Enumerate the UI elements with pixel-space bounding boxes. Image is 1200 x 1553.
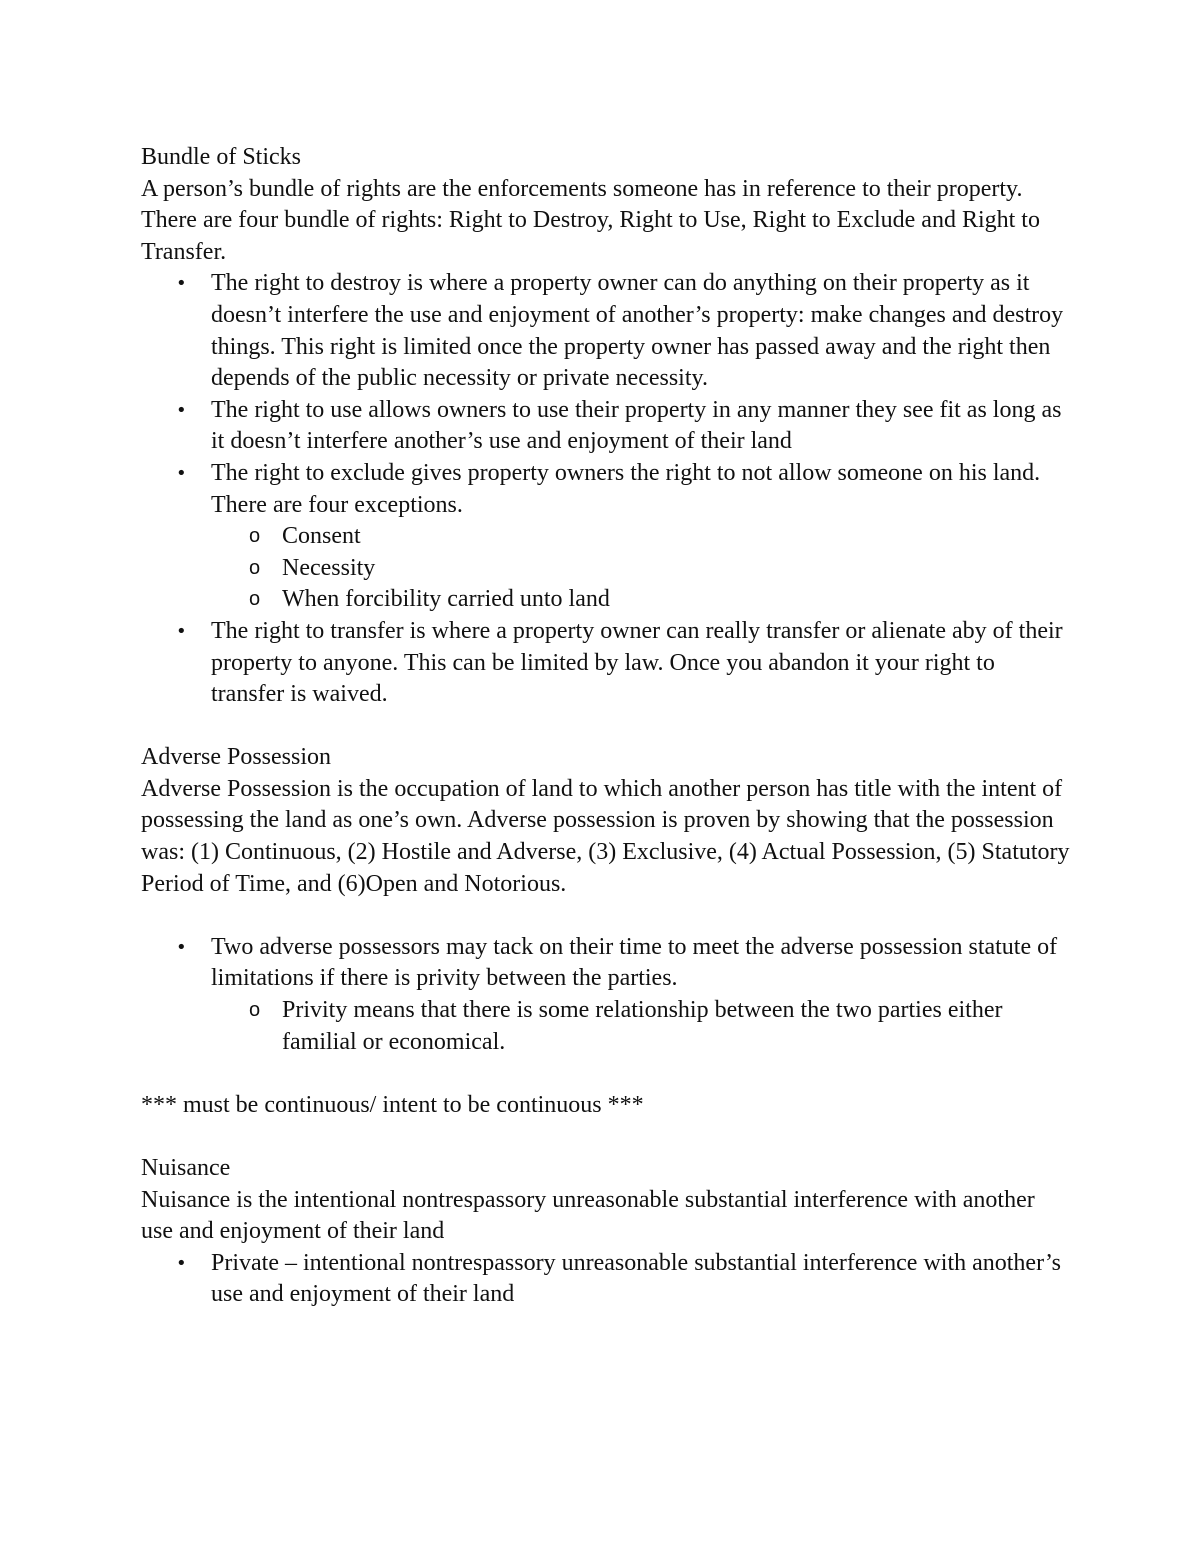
paragraph-nuisance-intro: Nuisance is the intentional nontrespassory unreasonable substantial interference with another use and enjoyment of their land [141, 1186, 1035, 1245]
list-item-right-to-use [141, 395, 1071, 458]
nuisance-list [141, 1248, 1071, 1311]
paragraph-adverse-intro: Adverse Possession is the occupation of land to which another person has title with the intent of possessing the land as one’s own. Adverse possession is proven by showing that the possession was: (1) Continuous, (2) Hostile and Adverse, (3) Exclusive, (4) Actual Possession, (5) Statutory Period of Time, and (6)Open and Notorious. [141, 775, 1070, 897]
sub-list-item-privity [141, 995, 1071, 1058]
bullet-icon: • [176, 936, 187, 958]
list-item-right-to-transfer [141, 616, 1071, 711]
note-continuous: *** must be continuous/ intent to be continuous *** [141, 1091, 644, 1118]
heading-adverse-possession: Adverse Possession [141, 744, 331, 771]
list-item-right-to-exclude [141, 458, 1071, 616]
sub-bullet-icon: o [249, 588, 261, 611]
document-page [141, 142, 1071, 1311]
privity-list [211, 995, 1071, 1058]
heading-bundle-of-sticks: Bundle of Sticks [141, 144, 301, 170]
sub-bullet-icon: o [249, 999, 261, 1022]
adverse-list [141, 932, 1071, 1058]
blank-line [141, 711, 1071, 743]
bundle-rights-list [141, 268, 1071, 710]
sub-list-item-text: When forcibility carried unto land [282, 586, 610, 613]
sub-bullet-icon: o [249, 556, 261, 579]
bullet-icon: • [176, 399, 187, 421]
list-item-text: The right to destroy is where a property owner can do anything on their property as it doesn’t interfere the use and enjoyment of another’s property: make changes and destroy things. This right is limited once the property owner has passed away and the right then depends of the public necessity or private necessity. [211, 270, 1064, 392]
paragraph-bundle-intro: A person’s bundle of rights are the enforcements someone has in reference to their property. There are four bundle of rights: Right to Destroy, Right to Use, Right to Exclude and Right to Transfer. [141, 175, 1040, 265]
sub-list-item-text: Privity means that there is some relationship between the two parties either familial or economical. [282, 997, 1003, 1055]
list-item-text: The right to exclude gives property owners the right to not allow someone on his land. There are four exceptions. [211, 459, 1041, 518]
sub-list-item-text: Necessity [282, 554, 376, 581]
bullet-icon: • [176, 462, 187, 484]
sub-list-item-necessity [141, 553, 1071, 585]
list-item-right-to-destroy [141, 268, 1071, 394]
list-item-private-nuisance [141, 1248, 1071, 1311]
sub-list-item-text: Consent [282, 523, 361, 550]
exclude-exceptions-list [211, 521, 1071, 616]
sub-list-item-forcibility [141, 584, 1071, 616]
bullet-icon: • [176, 1252, 187, 1274]
list-item-text: Two adverse possessors may tack on their time to meet the adverse possession statute of limitations if there is privity between the parties. [211, 933, 1058, 992]
blank-line [141, 1058, 1071, 1090]
list-item-text: The right to transfer is where a property owner can really transfer or alienate aby of their property to anyone. This can be limited by law. Once you abandon it your right to transfer is waived. [211, 617, 1063, 708]
blank-line [141, 900, 1071, 932]
heading-nuisance: Nuisance [141, 1155, 231, 1181]
sub-bullet-icon: o [249, 525, 261, 548]
list-item-tacking [141, 932, 1071, 1058]
list-item-text: Private – intentional nontrespassory unreasonable substantial interference with another’s use and enjoyment of their land [211, 1249, 1061, 1308]
blank-line [141, 1121, 1071, 1153]
sub-list-item-consent [141, 521, 1071, 553]
bullet-icon: • [176, 620, 187, 642]
list-item-text: The right to use allows owners to use their property in any manner they see fit as long as it doesn’t interfere another’s use and enjoyment of their land [211, 396, 1062, 455]
bullet-icon: • [176, 273, 187, 295]
